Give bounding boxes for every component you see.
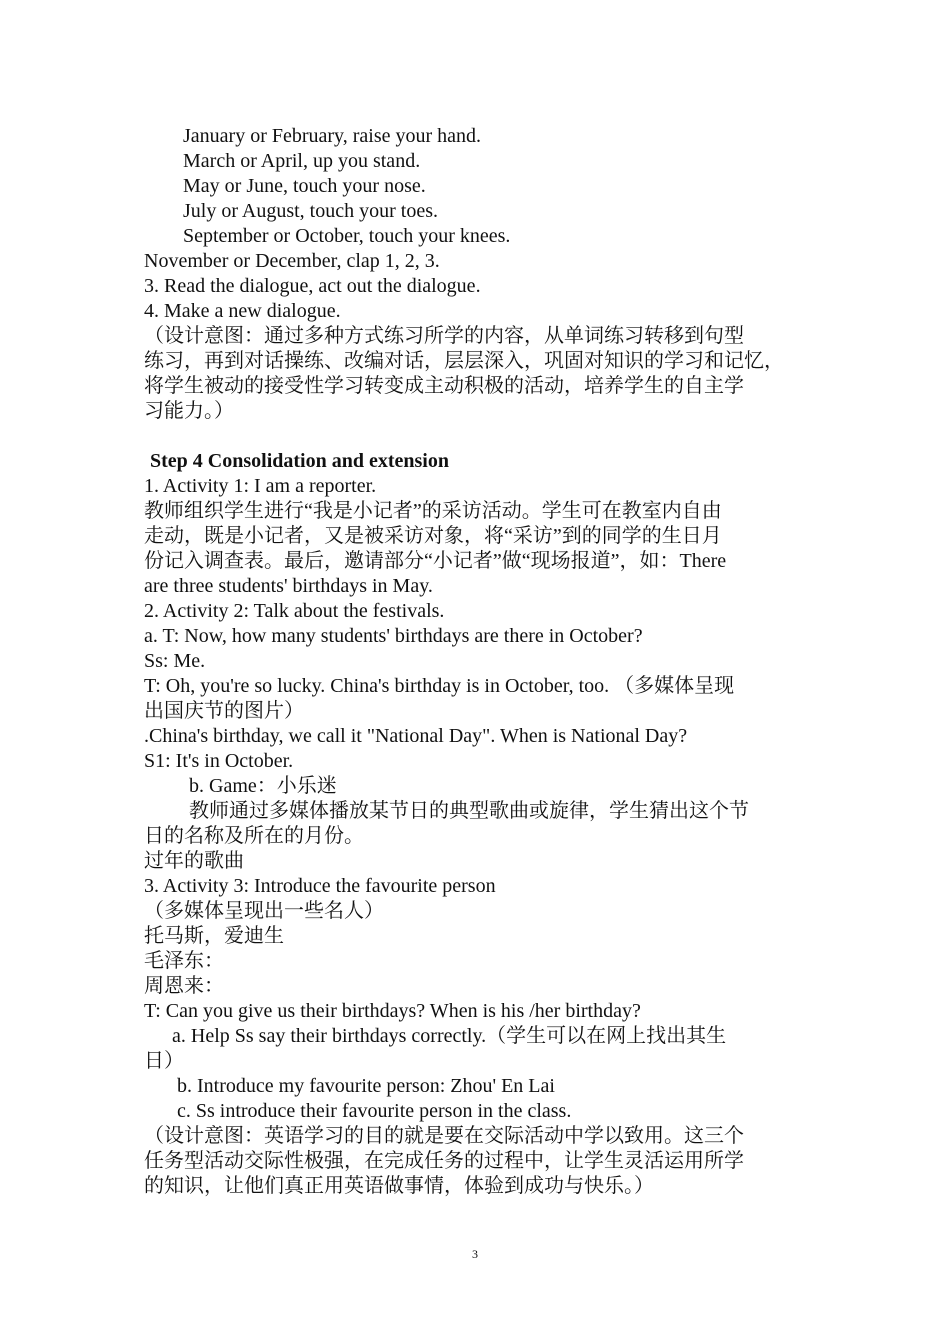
dialogue-line: .China's birthday, we call it "National Day". When is National Day?: [144, 725, 688, 747]
step-item: 4. Make a new dialogue.: [144, 300, 341, 322]
dialogue-line: T: Can you give us their birthdays? When is his /her birthday?: [144, 1000, 641, 1022]
dialogue-line: T: Oh, you're so lucky. China's birthday is in October, too. （多媒体呈现: [144, 675, 735, 697]
design-note-line: （设计意图：通过多种方式练习所学的内容，从单词练习转移到句型: [144, 325, 744, 347]
chant-line: March or April, up you stand.: [183, 150, 421, 172]
sub-item: c. Ss introduce their favourite person in the class.: [177, 1100, 572, 1122]
activity-title: 1. Activity 1: I am a reporter.: [144, 475, 377, 497]
dialogue-line: a. T: Now, how many students' birthdays are there in October?: [144, 625, 643, 647]
paragraph-line: 教师组织学生进行“我是小记者”的采访活动。学生可在教室内自由: [144, 500, 722, 522]
design-note-line: 练习，再到对话操练、改编对话，层层深入，巩固对知识的学习和记忆，: [144, 350, 784, 372]
person-line: 托马斯，爱迪生: [144, 925, 284, 947]
blank-line: [144, 424, 812, 449]
paragraph-line: 份记入调查表。最后，邀请部分“小记者”做“现场报道”，如：There: [144, 550, 727, 572]
page-content: [144, 124, 812, 1199]
chant-line: January or February, raise your hand.: [183, 125, 482, 147]
dialogue-line: 出国庆节的图片）: [144, 700, 304, 722]
paragraph-line: 教师通过多媒体播放某节日的典型歌曲或旋律，学生猜出这个节: [189, 800, 749, 822]
design-note-line: 的知识，让他们真正用英语做事情，体验到成功与快乐。）: [144, 1175, 654, 1197]
design-note-line: 习能力。）: [144, 400, 234, 422]
paragraph-line: 过年的歌曲: [144, 850, 244, 872]
step-item: 3. Read the dialogue, act out the dialogue.: [144, 275, 481, 297]
chant-line: November or December, clap 1, 2, 3.: [144, 250, 440, 272]
chant-line: September or October, touch your knees.: [183, 225, 511, 247]
page-number: 3: [472, 1247, 478, 1261]
activity-title: 3. Activity 3: Introduce the favourite person: [144, 875, 496, 897]
sub-item: b. Introduce my favourite person: Zhou' En Lai: [177, 1075, 555, 1097]
section-heading: Step 4 Consolidation and extension: [150, 450, 449, 472]
person-line: 周恩来：: [144, 975, 224, 997]
chant-line: July or August, touch your toes.: [183, 200, 438, 222]
paragraph-line: 日的名称及所在的月份。: [144, 825, 364, 847]
paragraph-line: are three students' birthdays in May.: [144, 575, 433, 597]
paragraph-line: 走动，既是小记者，又是被采访对象，将“采访”到的同学的生日月: [144, 525, 722, 547]
design-note-line: 将学生被动的接受性学习转变成主动积极的活动，培养学生的自主学: [144, 375, 744, 397]
design-note-line: 任务型活动交际性极强，在完成任务的过程中，让学生灵活运用所学: [144, 1150, 744, 1172]
dialogue-line: Ss: Me.: [144, 650, 206, 672]
design-note-line: （设计意图：英语学习的目的就是要在交际活动中学以致用。这三个: [144, 1125, 744, 1147]
activity-title: 2. Activity 2: Talk about the festivals.: [144, 600, 445, 622]
chant-line: May or June, touch your nose.: [183, 175, 426, 197]
sub-item: 日）: [144, 1050, 184, 1072]
dialogue-line: S1: It's in October.: [144, 750, 294, 772]
sub-item: a. Help Ss say their birthdays correctly.（学生可以在网上找出其生: [172, 1025, 727, 1047]
paragraph-line: （多媒体呈现出一些名人）: [144, 900, 384, 922]
game-title: b. Game：小乐迷: [189, 775, 337, 797]
person-line: 毛泽东：: [144, 950, 224, 972]
